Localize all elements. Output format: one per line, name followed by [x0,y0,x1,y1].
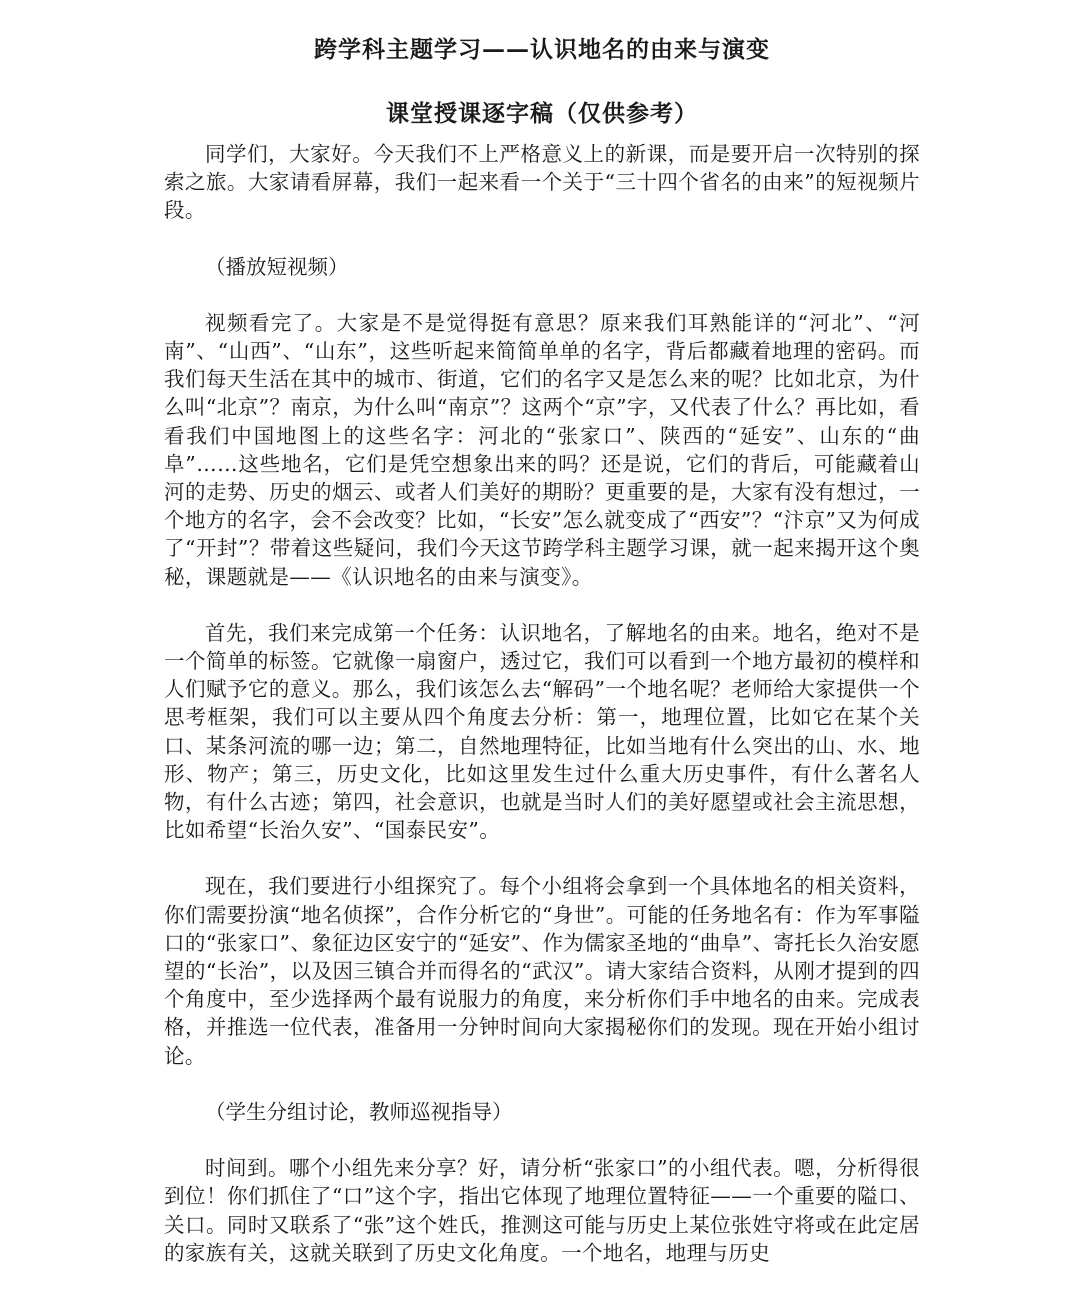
document-subtitle: 课堂授课逐字稿（仅供参考） [386,100,698,127]
paragraph-gap [164,1126,920,1154]
paragraph-gap [164,844,920,872]
paragraph-intro: 同学们，大家好。今天我们不上严格意义上的新课，而是要开启一次特别的探索之旅。大家请看屏幕，我们一起来看一个关于“三十四个省名的由来”的短视频片段。 [164,142,920,223]
document-page [164,30,920,1267]
document-title: 跨学科主题学习——认识地名的由来与演变 [314,36,770,63]
stage-direction-discussion: （学生分组讨论，教师巡视指导） [205,1099,513,1124]
paragraph-sharing: 时间到。哪个小组先来分享？好，请分析“张家口”的小组代表。嗯，分析得很到位！你们抓住了“口”这个字，指出它体现了地理位置特征——一个重要的隘口、关口。同时又联系了“张”这个姓氏，推测这可能与历史上某位张姓守将或在此定居的家族有关，这就关联到了历史文化角度。一个地名，地理与历史 [164,1156,920,1265]
paragraph-video-discussion: 视频看完了。大家是不是觉得挺有意思？原来我们耳熟能详的“河北”、“河南”、“山西”、“山东”，这些听起来简简单单的名字，背后都藏着地理的密码。而我们每天生活在其中的城市、街道，它们的名字又是怎么来的呢？比如北京，为什么叫“北京”？南京，为什么叫“南京”？这两个“京”字，又代表了什么？再比如，看看我们中国地图上的这些名字：河北的“张家口”、陕西的“延安”、山东的“曲阜”……这些地名，它们是凭空想象出来的吗？还是说，它们的背后，可能藏着山河的走势、历史的烟云、或者人们美好的期盼？更重要的是，大家有没有想过，一个地方的名字，会不会改变？比如，“长安”怎么就变成了“西安”？“汴京”又为何成了“开封”？带着这些疑问，我们今天这节跨学科主题学习课，就一起来揭开这个奥秘，课题就是——《认识地名的由来与演变》。 [164,310,920,589]
paragraph-gap [164,591,920,619]
paragraph-gap [164,225,920,253]
stage-direction-video: （播放短视频） [205,254,349,279]
paragraph-gap [164,281,920,309]
paragraph-group-inquiry: 现在，我们要进行小组探究了。每个小组将会拿到一个具体地名的相关资料，你们需要扮演“地名侦探”，合作分析它的“身世”。可能的任务地名有：作为军事隘口的“张家口”、象征边区安宁的“延安”、作为儒家圣地的“曲阜”、寄托长久治安愿望的“长治”，以及因三镇合并而得名的“武汉”。请大家结合资料，从刚才提到的四个角度中，至少选择两个最有说服力的角度，来分析你们手中地名的由来。完成表格，并推选一位代表，准备用一分钟时间向大家揭秘你们的发现。现在开始小组讨论。 [164,874,920,1068]
paragraph-task-one: 首先，我们来完成第一个任务：认识地名，了解地名的由来。地名，绝对不是一个简单的标签。它就像一扇窗户，透过它，我们可以看到一个地方最初的模样和人们赋予它的意义。那么，我们该怎么去“解码”一个地名呢？老师给大家提供一个思考框架，我们可以主要从四个角度去分析：第一，地理位置，比如它在某个关口、某条河流的哪一边；第二，自然地理特征，比如当地有什么突出的山、水、地形、物产；第三，历史文化，比如这里发生过什么重大历史事件，有什么著名人物，有什么古迹；第四，社会意识，也就是当时人们的美好愿望或社会主流思想，比如希望“长治久安”、“国泰民安”。 [164,620,920,843]
paragraph-gap [164,1070,920,1098]
